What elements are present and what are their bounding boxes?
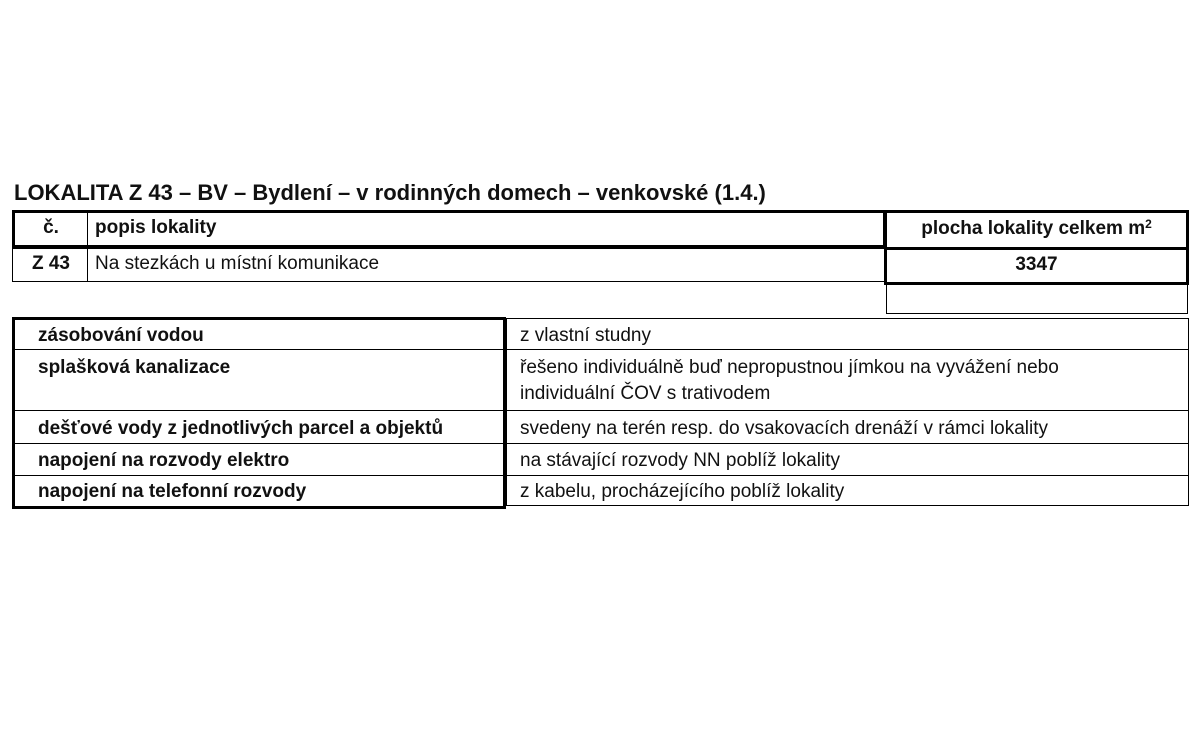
header-description: popis lokality <box>95 217 217 238</box>
header-area: plocha lokality celkem $m^2$ <box>921 217 1152 239</box>
row-number: Z 43 <box>31 253 71 274</box>
area-divider <box>884 247 1189 250</box>
row-line-3 <box>12 443 1189 444</box>
row-description: Na stezkách u místní komunikace <box>95 253 380 274</box>
locality-title: LOKALITA Z 43 – BV – Bydlení – v rodinných domech – venkovské (1.4.) <box>14 180 766 205</box>
infra-label-sewage: splašková kanalizace <box>38 357 231 378</box>
infra-label-telephone: napojení na telefonní rozvody <box>38 481 307 502</box>
infra-value-water: z vlastní studny <box>520 325 651 346</box>
infra-value-electricity: na stávající rozvody NN poblíž lokality <box>520 450 840 471</box>
row-line-4 <box>12 475 1189 476</box>
row-area: 3347 <box>1015 254 1058 275</box>
empty-area-cell <box>886 285 1188 314</box>
infra-label-electricity: napojení na rozvody elektro <box>38 450 290 471</box>
row-line-2 <box>12 410 1189 411</box>
infra-value-rainwater: svedeny na terén resp. do vsakovacích drenáží v rámci lokality <box>520 418 1049 439</box>
infra-label-rainwater: dešťové vody z jednotlivých parcel a objektů <box>38 418 444 439</box>
infra-value-telephone: z kabelu, procházejícího poblíž lokality <box>520 481 845 502</box>
row-line-1 <box>12 349 1189 350</box>
infra-label-water: zásobování vodou <box>38 325 204 346</box>
infra-value-sewage: řešeno individuálně buď nepropustnou jímkou na vyvážení nebo individuální ČOV s trativodem <box>520 357 1059 404</box>
header-number: č. <box>43 217 59 238</box>
